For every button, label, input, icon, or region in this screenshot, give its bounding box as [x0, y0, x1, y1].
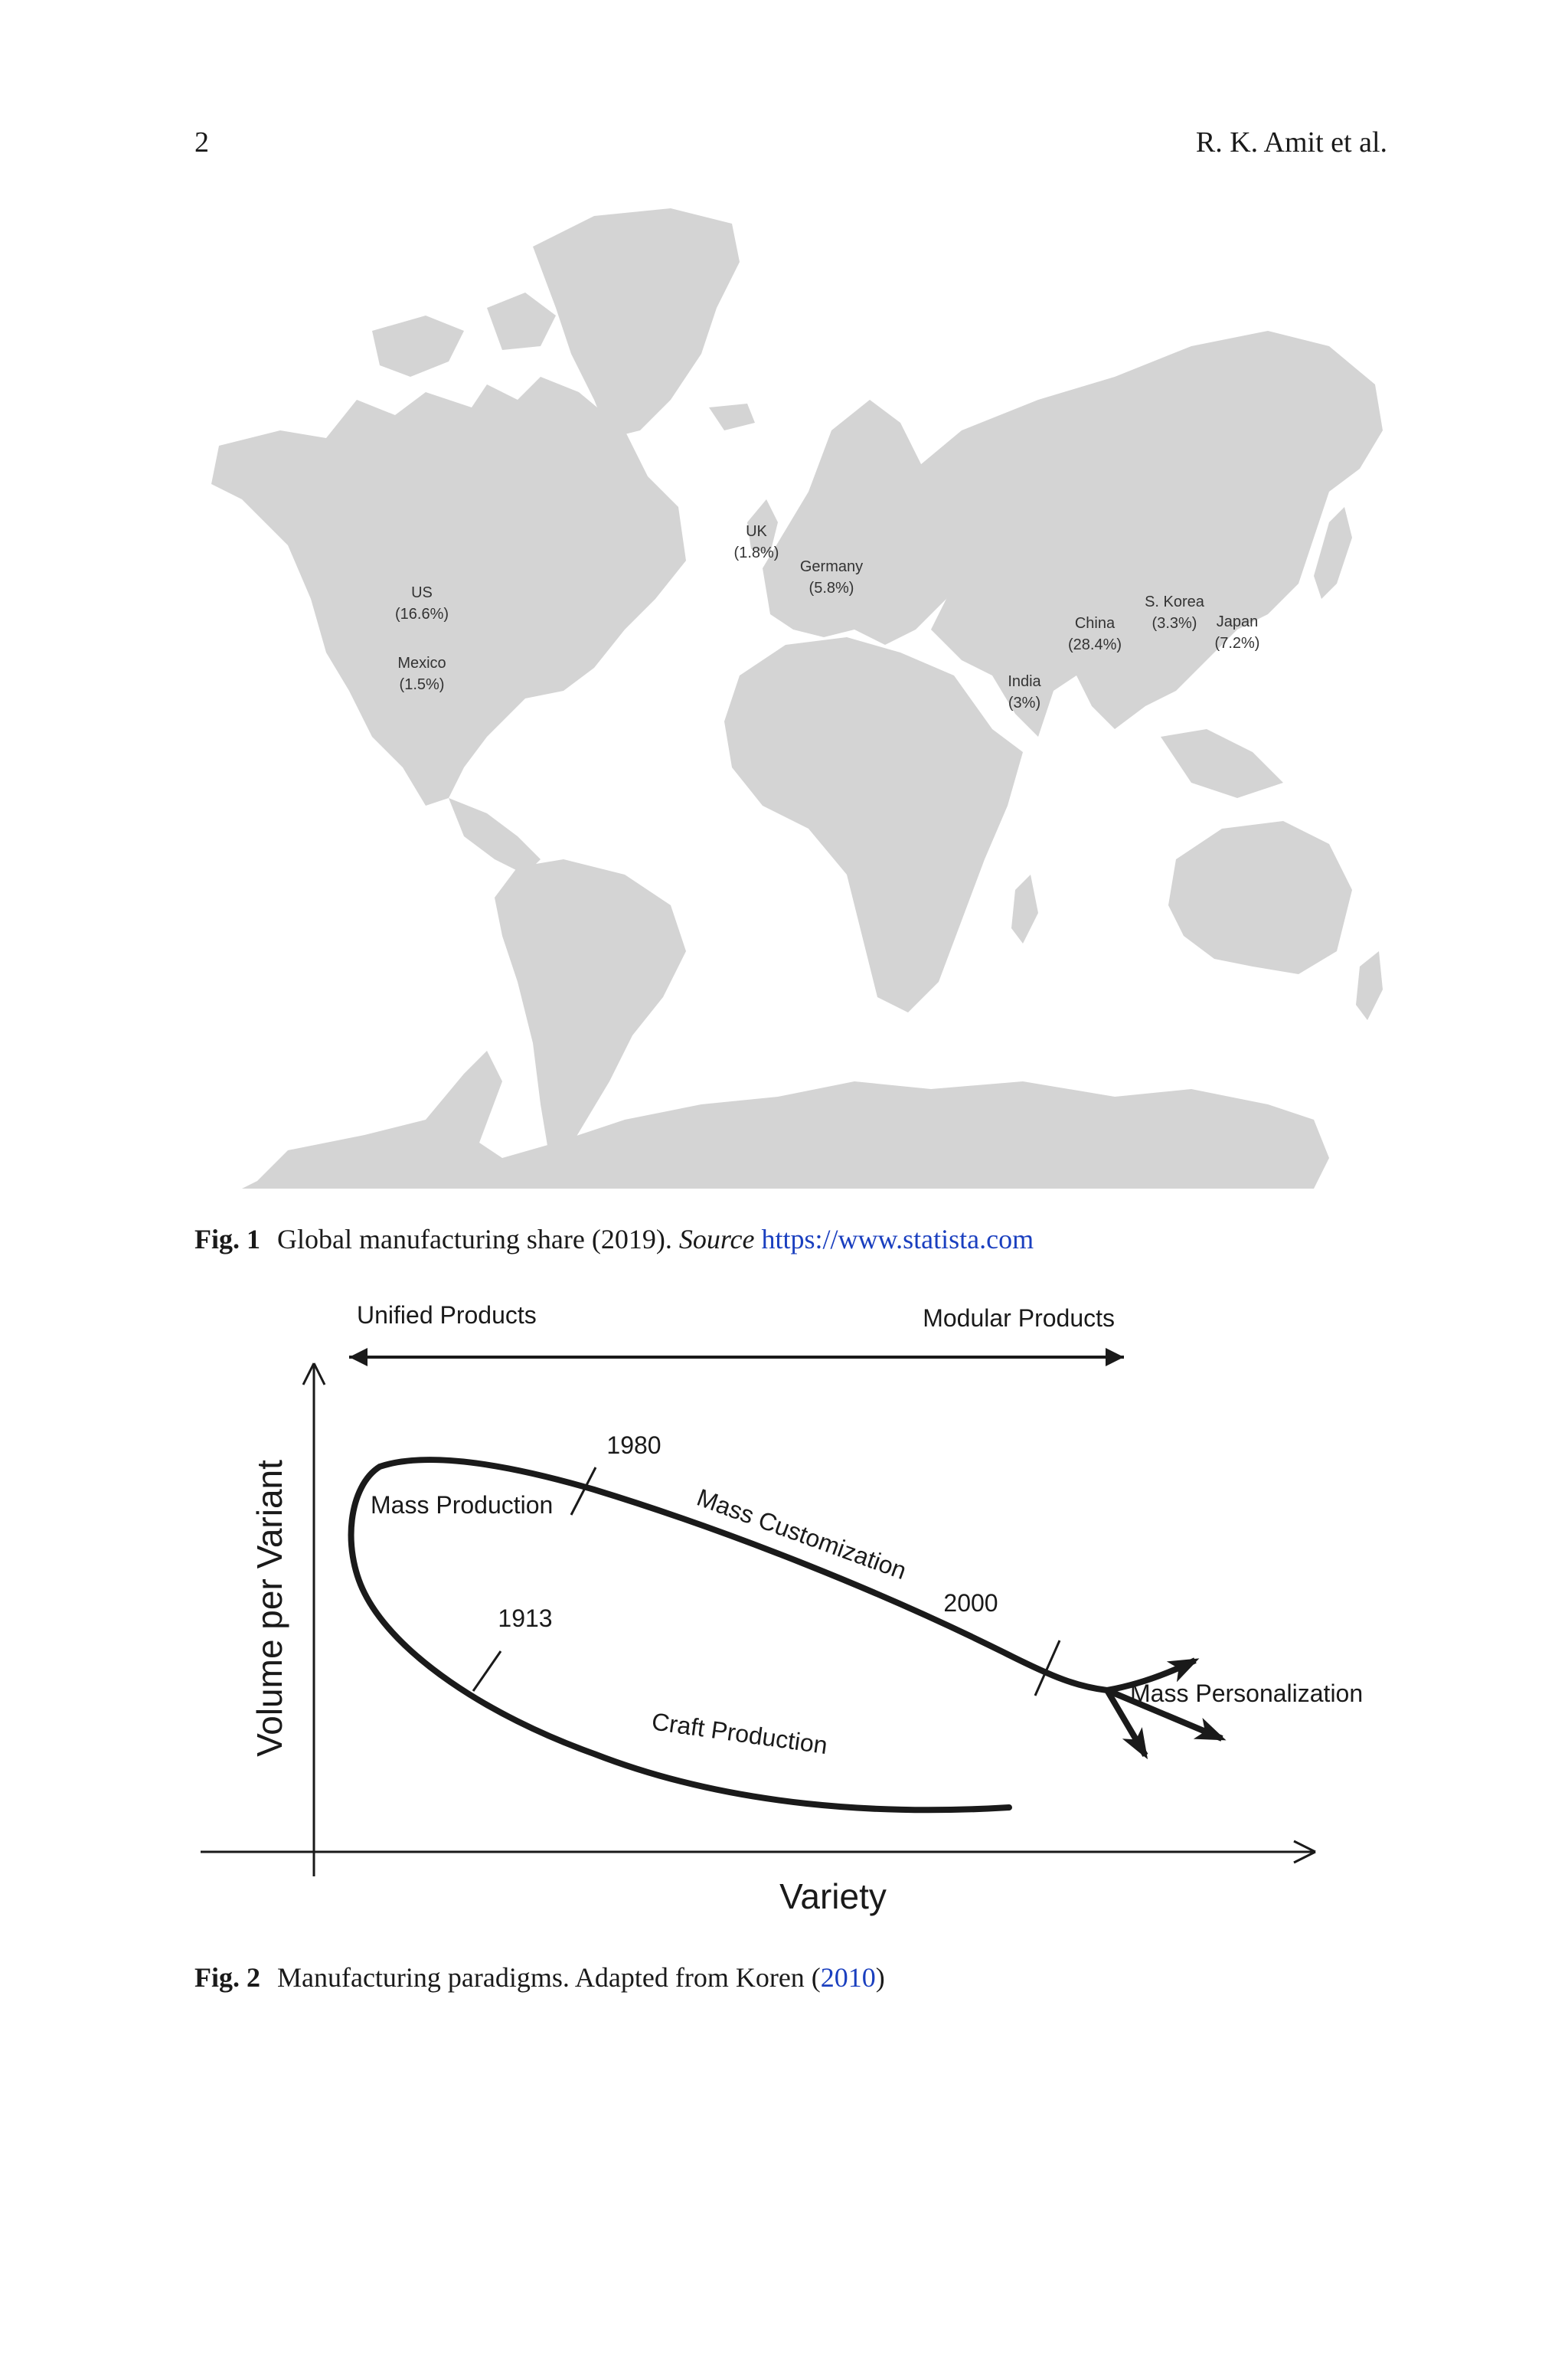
europe-landmass [763, 400, 969, 645]
arrow-left-head [349, 1348, 368, 1366]
mass-production-label: Mass Production [371, 1491, 554, 1519]
label-us-share: (16.6%) [394, 606, 449, 623]
year-1913-label: 1913 [498, 1604, 553, 1632]
label-china-name: China [1074, 615, 1116, 632]
unified-products-label: Unified Products [357, 1301, 537, 1329]
label-india-name: India [1008, 673, 1041, 690]
central-america-landmass [449, 798, 541, 875]
world-map-figure [196, 201, 1383, 1189]
y-axis-label: Volume per Variant [250, 1460, 289, 1757]
page-number: 2 [194, 126, 209, 159]
label-skorea-name: S. Korea [1145, 594, 1204, 610]
label-mexico-name: Mexico [397, 655, 446, 672]
figure2-reference-link[interactable]: 2010 [820, 1962, 876, 1993]
figure1-caption-text: Global manufacturing share (2019). [277, 1224, 672, 1254]
label-china-share: (28.4%) [1067, 636, 1122, 653]
north-america-landmass [211, 377, 686, 806]
japan-landmass [1314, 507, 1352, 599]
figure1-source-link[interactable]: https://www.statista.com [761, 1224, 1034, 1254]
southeast-asia-islands-landmass [1161, 729, 1283, 798]
madagascar-landmass [1011, 875, 1038, 944]
label-germany-name: Germany [799, 558, 864, 575]
craft-production-label: Craft Production [650, 1707, 830, 1760]
label-india-share: (3%) [1008, 695, 1041, 711]
label-japan-share: (7.2%) [1214, 635, 1260, 652]
label-skorea-share: (3.3%) [1152, 615, 1197, 632]
label-japan-name: Japan [1216, 613, 1259, 630]
label-uk-share: (1.8%) [733, 545, 779, 561]
label-germany-share: (5.8%) [808, 580, 854, 597]
new-zealand-landmass [1356, 951, 1383, 1020]
arrow-right-head [1106, 1348, 1124, 1366]
figure2-caption-end: ) [875, 1962, 885, 1993]
mass-customization-label: Mass Customization [693, 1483, 910, 1585]
figure1-caption-label: Fig. 1 [194, 1224, 260, 1254]
year-1980-label: 1980 [606, 1431, 662, 1459]
figure1-caption [194, 1222, 1034, 1256]
figure1-source-label: Source [678, 1224, 755, 1254]
australia-landmass [1168, 821, 1352, 974]
antarctica-landmass [242, 1051, 1329, 1189]
x-axis-label: Variety [779, 1876, 887, 1916]
label-us-name: US [411, 584, 433, 601]
label-uk-name: UK [746, 523, 767, 540]
asia-landmass [916, 331, 1383, 737]
figure2-caption [194, 1961, 885, 1994]
world-map [196, 201, 1383, 1189]
figure2-caption-label: Fig. 2 [194, 1962, 260, 1993]
modular-products-label: Modular Products [923, 1304, 1115, 1332]
manufacturing-paradigms-diagram [196, 1287, 1390, 1922]
running-header-authors: R. K. Amit et al. [1195, 126, 1387, 159]
tick-1913 [473, 1651, 501, 1691]
label-mexico-share: (1.5%) [399, 676, 445, 693]
arctic-islands-landmass [372, 316, 464, 377]
figure2-caption-text: Manufacturing paradigms. Adapted from Koren ( [277, 1962, 821, 1993]
paradigms-diagram-svg [196, 1287, 1390, 1922]
year-2000-label: 2000 [943, 1589, 998, 1617]
africa-landmass [724, 637, 1023, 1012]
landmasses [211, 208, 1383, 1189]
mass-personalization-label: Mass Personalization [1130, 1680, 1364, 1707]
